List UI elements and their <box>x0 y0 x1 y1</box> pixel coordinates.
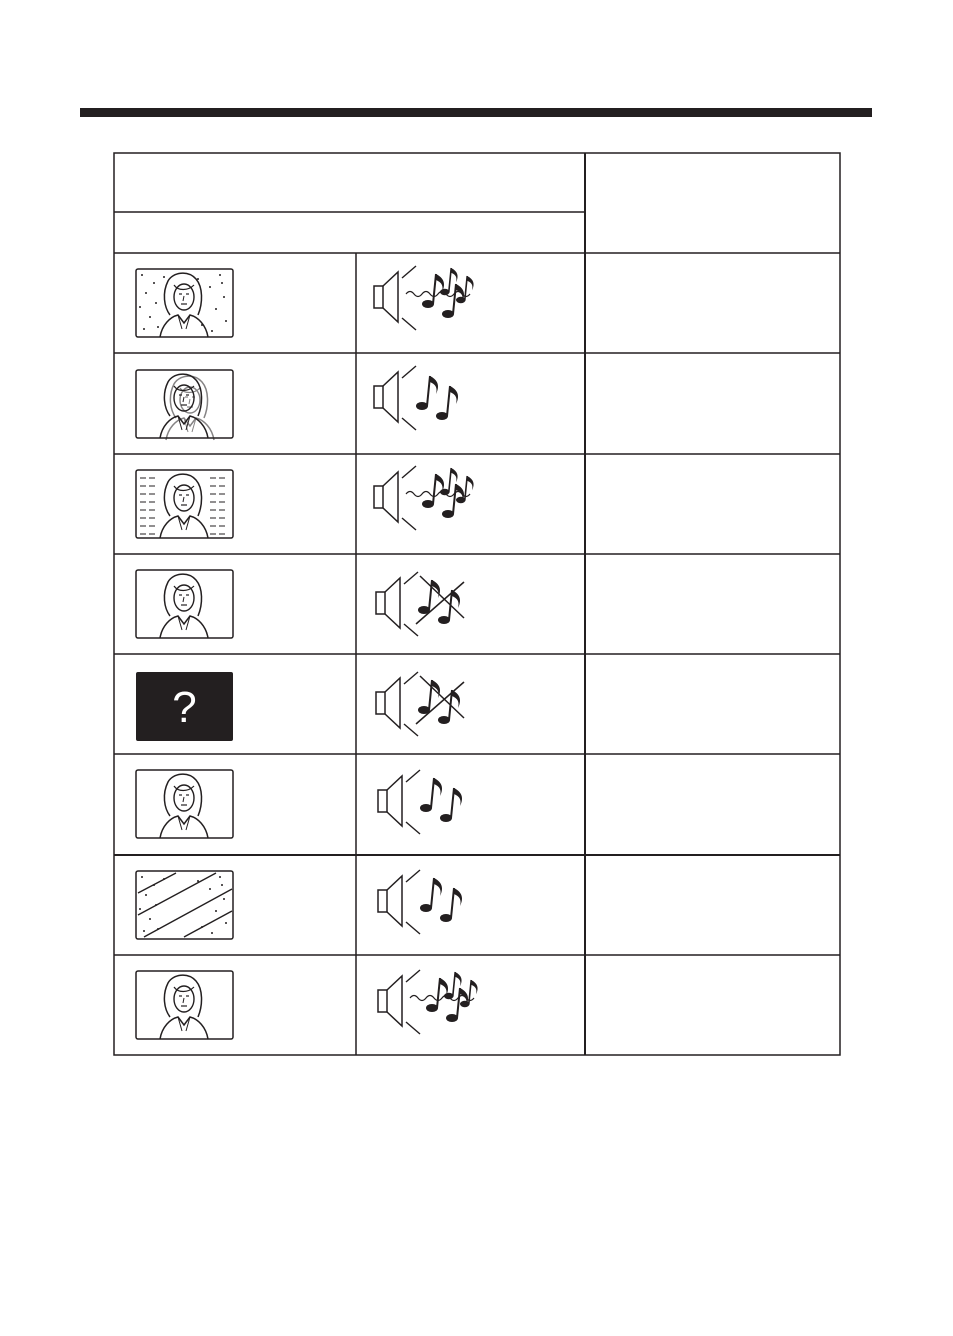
row-2-picture <box>136 370 233 440</box>
row-4-sound-icon <box>376 572 464 636</box>
row-1-picture <box>136 269 233 337</box>
row-7-sound-icon <box>378 870 462 934</box>
row-5-picture <box>136 672 233 741</box>
row-8-sound-icon <box>378 970 478 1034</box>
row-6-sound-icon <box>378 770 462 834</box>
row-4-picture <box>136 570 233 638</box>
row-1-sound-icon <box>374 266 474 330</box>
row-3-sound-icon <box>374 466 474 530</box>
row-7-picture <box>136 871 233 939</box>
row-5-sound-icon <box>376 672 464 736</box>
row-8-picture <box>136 971 233 1039</box>
row-6-picture <box>136 770 233 838</box>
row-2-sound-icon <box>374 366 458 430</box>
row-3-picture <box>136 470 233 538</box>
no-picture-question-icon: ? <box>172 683 197 732</box>
